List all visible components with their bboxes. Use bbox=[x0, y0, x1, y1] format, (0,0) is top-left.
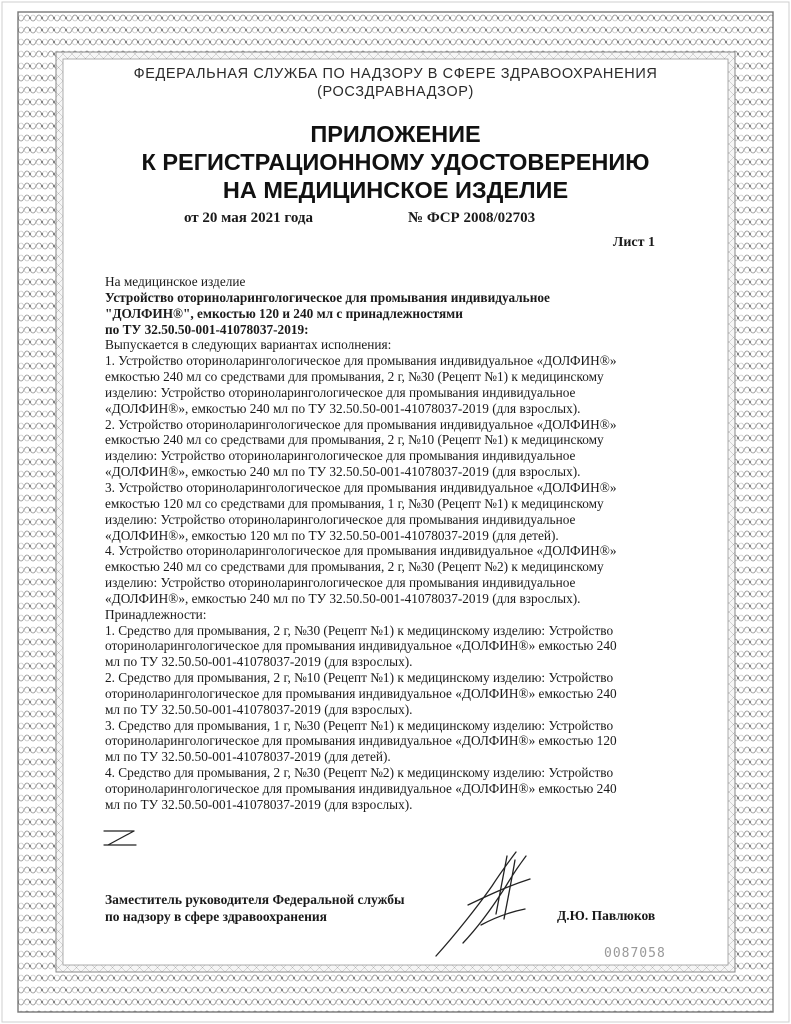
agency-short-name: (РОСЗДРАВНАДЗОР) bbox=[317, 84, 474, 100]
body-line: изделию: Устройство оториноларингологическое для промывания индивидуальное bbox=[105, 511, 576, 527]
body-line: емкостью 120 мл со средствами для промывания, 1 г, №30 (Рецепт №1) к медицинскому bbox=[105, 495, 604, 511]
body-line: мл по ТУ 32.50.50-001-41078037-2019 (для взрослых). bbox=[105, 796, 413, 812]
body-line: оториноларингологическое для промывания индивидуальное «ДОЛФИН®» емкостью 240 bbox=[105, 638, 617, 654]
sheet-number: Лист 1 bbox=[612, 235, 655, 250]
body-line: мл по ТУ 32.50.50-001-41078037-2019 (для взрослых). bbox=[105, 654, 413, 670]
document-title-line3: НА МЕДИЦИНСКОЕ ИЗДЕЛИЕ bbox=[222, 177, 569, 203]
device-name-line: по ТУ 32.50.50-001-41078037-2019: bbox=[105, 321, 309, 337]
body-line: изделию: Устройство оториноларингологическое для промывания индивидуальное bbox=[105, 448, 576, 464]
body-line: емкостью 240 мл со средствами для промывания, 2 г, №30 (Рецепт №1) к медицинскому bbox=[105, 369, 604, 385]
body-line: 4. Устройство оториноларингологическое для промывания индивидуальное «ДОЛФИН®» bbox=[105, 543, 617, 559]
body-line: мл по ТУ 32.50.50-001-41078037-2019 (для детей). bbox=[105, 749, 391, 765]
serial-number: 0087058 bbox=[604, 946, 666, 961]
registration-number: № ФСР 2008/02703 bbox=[408, 210, 536, 226]
accessories-heading: Принадлежности: bbox=[105, 606, 207, 622]
body-line: 1. Устройство оториноларингологическое для промывания индивидуальное «ДОЛФИН®» bbox=[105, 353, 617, 369]
signatory-position-line2: по надзору в сфере здравоохранения bbox=[105, 909, 327, 924]
body-line: «ДОЛФИН®», емкостью 120 мл по ТУ 32.50.50-001-41078037-2019 (для детей). bbox=[105, 527, 559, 543]
agency-name: ФЕДЕРАЛЬНАЯ СЛУЖБА ПО НАДЗОРУ В СФЕРЕ ЗДРАВООХРАНЕНИЯ bbox=[133, 66, 658, 82]
signatory-name: Д.Ю. Павлюков bbox=[557, 908, 656, 923]
body-line: Выпускается в следующих вариантах исполнения: bbox=[105, 337, 392, 353]
body-line: емкостью 240 мл со средствами для промывания, 2 г, №10 (Рецепт №1) к медицинскому bbox=[105, 432, 604, 448]
body-line: оториноларингологическое для промывания индивидуальное «ДОЛФИН®» емкостью 240 bbox=[105, 781, 617, 796]
document-title-line1: ПРИЛОЖЕНИЕ bbox=[310, 121, 481, 147]
issue-date: от 20 мая 2021 года bbox=[184, 210, 313, 226]
body-line: 3. Устройство оториноларингологическое для промывания индивидуальное «ДОЛФИН®» bbox=[105, 479, 617, 495]
body-line: 1. Средство для промывания, 2 г, №30 (Рецепт №1) к медицинскому изделию: Устройство bbox=[105, 622, 614, 638]
document-title-line2: К РЕГИСТРАЦИОННОМУ УДОСТОВЕРЕНИЮ bbox=[141, 149, 650, 175]
body-line: «ДОЛФИН®», емкостью 240 мл по ТУ 32.50.50-001-41078037-2019 (для взрослых). bbox=[105, 464, 581, 480]
device-name-line: Устройство оториноларингологическое для промывания индивидуальное bbox=[105, 289, 550, 305]
body-line: оториноларингологическое для промывания индивидуальное «ДОЛФИН®» емкостью 240 bbox=[105, 685, 617, 701]
body-line: емкостью 240 мл со средствами для промывания, 2 г, №30 (Рецепт №2) к медицинскому bbox=[105, 559, 604, 575]
body-line: «ДОЛФИН®», емкостью 240 мл по ТУ 32.50.50-001-41078037-2019 (для взрослых). bbox=[105, 400, 581, 416]
body-line: На медицинское изделие bbox=[105, 274, 246, 289]
signatory-position-line1: Заместитель руководителя Федеральной службы bbox=[105, 892, 405, 907]
document-body bbox=[105, 274, 665, 813]
device-name-line: "ДОЛФИН®", емкостью 120 и 240 мл с принадлежностями bbox=[105, 305, 463, 321]
body-line: 2. Устройство оториноларингологическое для промывания индивидуальное «ДОЛФИН®» bbox=[105, 416, 617, 432]
body-line: 2. Средство для промывания, 2 г, №10 (Рецепт №1) к медицинскому изделию: Устройство bbox=[105, 670, 614, 686]
body-line: «ДОЛФИН®», емкостью 240 мл по ТУ 32.50.50-001-41078037-2019 (для взрослых). bbox=[105, 590, 581, 606]
body-line: изделию: Устройство оториноларингологическое для промывания индивидуальное bbox=[105, 384, 576, 400]
body-line: 4. Средство для промывания, 2 г, №30 (Рецепт №2) к медицинскому изделию: Устройство bbox=[105, 765, 614, 781]
body-line: мл по ТУ 32.50.50-001-41078037-2019 (для взрослых). bbox=[105, 701, 413, 717]
body-line: 3. Средство для промывания, 1 г, №30 (Рецепт №1) к медицинскому изделию: Устройство bbox=[105, 717, 614, 733]
body-line: изделию: Устройство оториноларингологическое для промывания индивидуальное bbox=[105, 575, 576, 591]
body-line: оториноларингологическое для промывания индивидуальное «ДОЛФИН®» емкостью 120 bbox=[105, 733, 617, 749]
